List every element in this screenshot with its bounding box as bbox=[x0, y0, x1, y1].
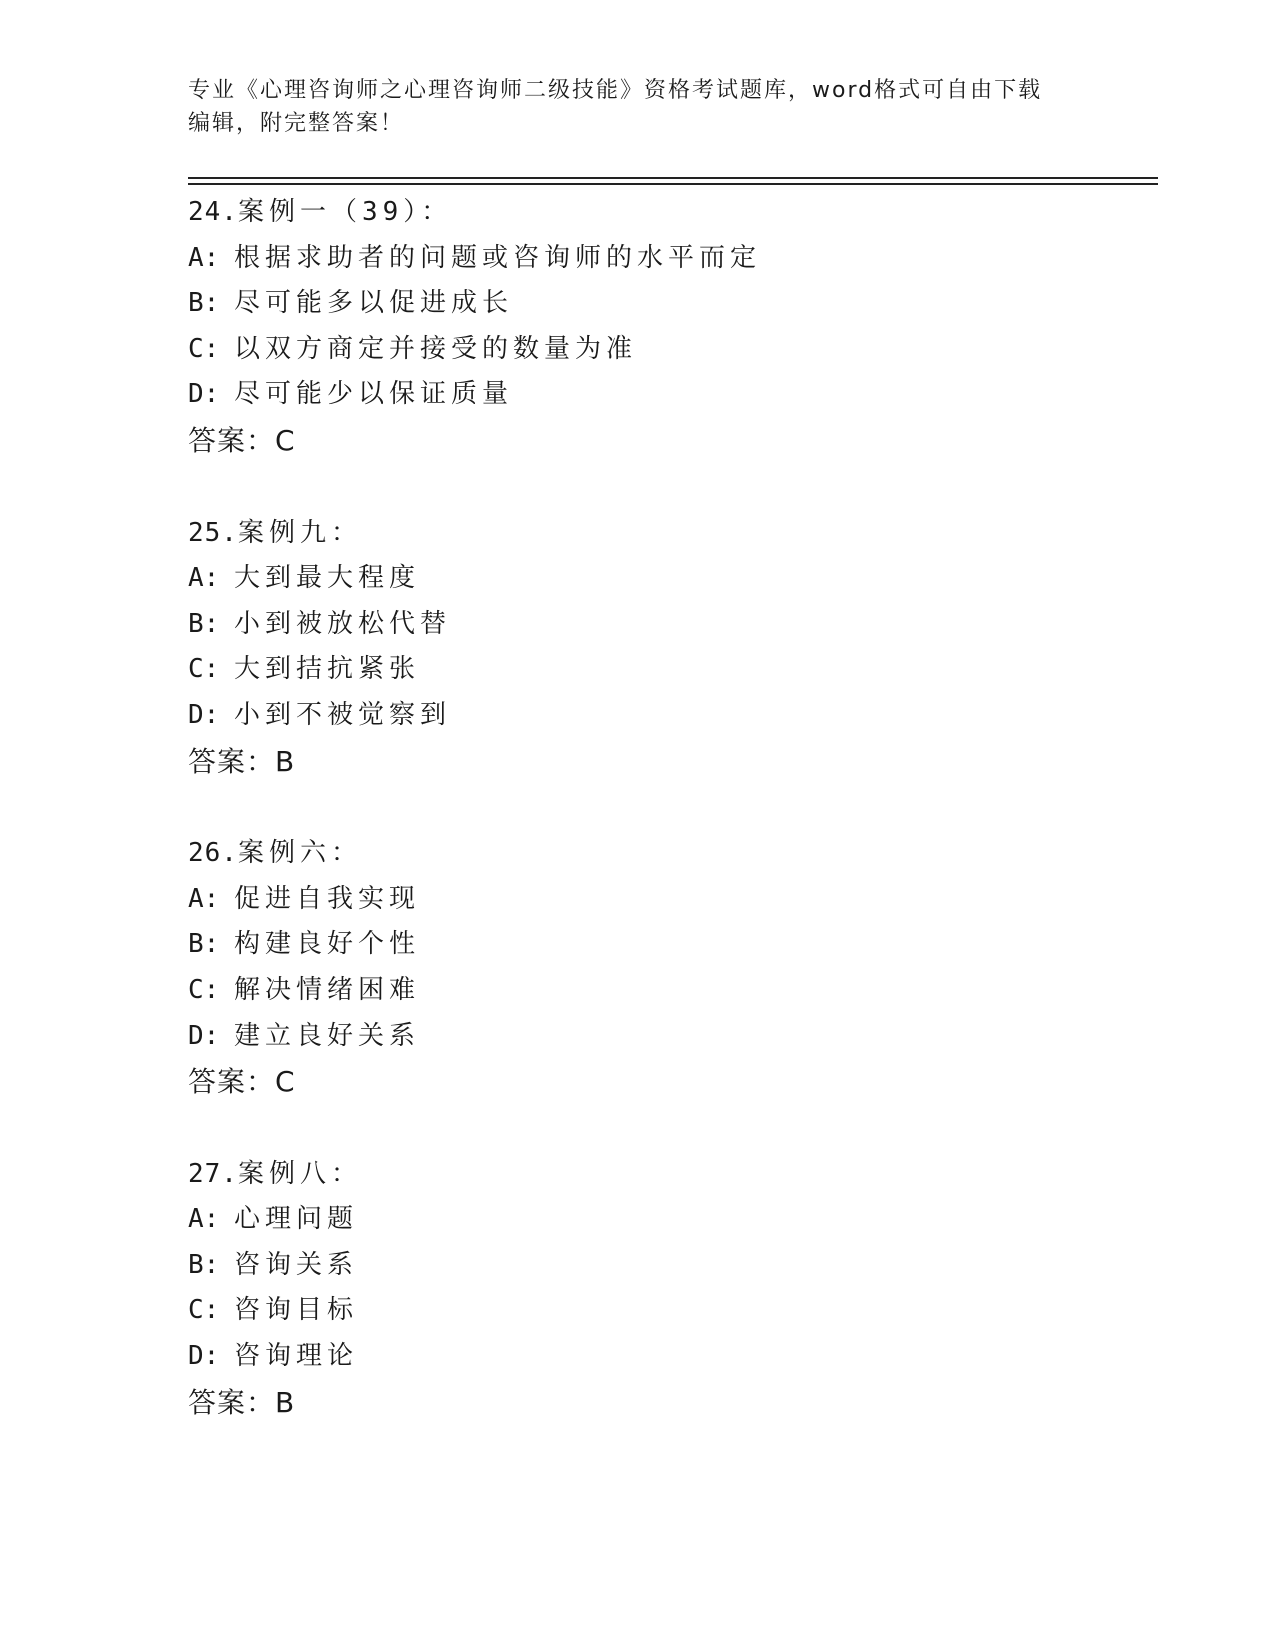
option-key: A: bbox=[188, 883, 220, 914]
option-key: A: bbox=[188, 242, 220, 273]
option-b bbox=[188, 1243, 1148, 1289]
option-a bbox=[188, 877, 1148, 923]
option-key: D: bbox=[188, 1020, 220, 1051]
option-text: 咨询目标 bbox=[234, 1295, 359, 1326]
answer-line: 答案：B bbox=[188, 744, 296, 778]
option-text: 尽可能多以促进成长 bbox=[234, 288, 514, 319]
question-title: 案例一（39）： bbox=[237, 197, 453, 227]
option-key: C: bbox=[188, 654, 220, 685]
question-item bbox=[188, 190, 1148, 464]
option-key: C: bbox=[188, 333, 220, 364]
question-number: 27. bbox=[188, 1158, 238, 1189]
question-item bbox=[188, 831, 1148, 1105]
option-d bbox=[188, 1014, 1148, 1060]
option-text: 尽可能少以保证质量 bbox=[234, 379, 514, 410]
option-text: 咨询关系 bbox=[234, 1249, 359, 1280]
question-title-line bbox=[188, 511, 1148, 557]
option-text: 构建良好个性 bbox=[234, 929, 421, 960]
option-a bbox=[188, 1197, 1148, 1243]
option-key: B: bbox=[188, 288, 220, 319]
option-b bbox=[188, 281, 1148, 327]
answer-line: 答案：C bbox=[188, 423, 296, 457]
header-line-2: 编辑，附完整答案！ bbox=[188, 111, 405, 136]
option-text: 小到被放松代替 bbox=[234, 608, 452, 639]
question-title-line bbox=[188, 190, 1148, 236]
option-text: 咨询理论 bbox=[234, 1341, 359, 1372]
option-text: 以双方商定并接受的数量为准 bbox=[234, 333, 638, 364]
header-divider-bottom bbox=[188, 183, 1158, 185]
header-line-1: 专业《心理咨询师之心理咨询师二级技能》资格考试题库，word格式可自由下载 bbox=[188, 78, 1043, 103]
option-key: D: bbox=[188, 1341, 220, 1372]
option-key: A: bbox=[188, 1204, 220, 1235]
option-d bbox=[188, 693, 1148, 739]
answer-line: 答案：B bbox=[188, 1385, 296, 1419]
answer-line: 答案：C bbox=[188, 1065, 296, 1099]
option-key: B: bbox=[188, 929, 220, 960]
option-a bbox=[188, 556, 1148, 602]
question-title: 案例八： bbox=[237, 1158, 362, 1189]
option-text: 心理问题 bbox=[234, 1204, 359, 1235]
option-text: 建立良好关系 bbox=[234, 1020, 421, 1051]
option-text: 解决情绪困难 bbox=[234, 974, 421, 1005]
question-number: 25. bbox=[188, 517, 238, 548]
option-d bbox=[188, 1334, 1148, 1380]
option-d bbox=[188, 372, 1148, 418]
option-text: 大到最大程度 bbox=[234, 563, 421, 594]
option-key: D: bbox=[188, 699, 220, 730]
question-number: 26. bbox=[188, 838, 238, 869]
option-text: 小到不被觉察到 bbox=[234, 699, 452, 730]
option-c bbox=[188, 647, 1148, 693]
option-key: B: bbox=[188, 1249, 220, 1280]
question-number: 24. bbox=[188, 197, 238, 227]
question-item bbox=[188, 511, 1148, 785]
question-title: 案例九： bbox=[237, 517, 362, 548]
header-divider-top bbox=[188, 177, 1158, 179]
option-key: B: bbox=[188, 608, 220, 639]
option-c bbox=[188, 327, 1148, 373]
option-c bbox=[188, 968, 1148, 1014]
question-item bbox=[188, 1152, 1148, 1426]
question-title-line bbox=[188, 831, 1148, 877]
option-a bbox=[188, 236, 1148, 282]
option-text: 促进自我实现 bbox=[234, 883, 421, 914]
option-c bbox=[188, 1288, 1148, 1334]
option-text: 根据求助者的问题或咨询师的水平而定 bbox=[234, 242, 762, 273]
option-key: D: bbox=[188, 379, 220, 410]
document-header bbox=[188, 74, 1088, 140]
option-key: A: bbox=[188, 563, 220, 594]
option-key: C: bbox=[188, 974, 220, 1005]
question-title: 案例六： bbox=[237, 838, 362, 869]
option-b bbox=[188, 602, 1148, 648]
question-list bbox=[188, 190, 1148, 1425]
option-b bbox=[188, 922, 1148, 968]
question-title-line bbox=[188, 1152, 1148, 1198]
option-key: C: bbox=[188, 1295, 220, 1326]
option-text: 大到拮抗紧张 bbox=[234, 654, 421, 685]
